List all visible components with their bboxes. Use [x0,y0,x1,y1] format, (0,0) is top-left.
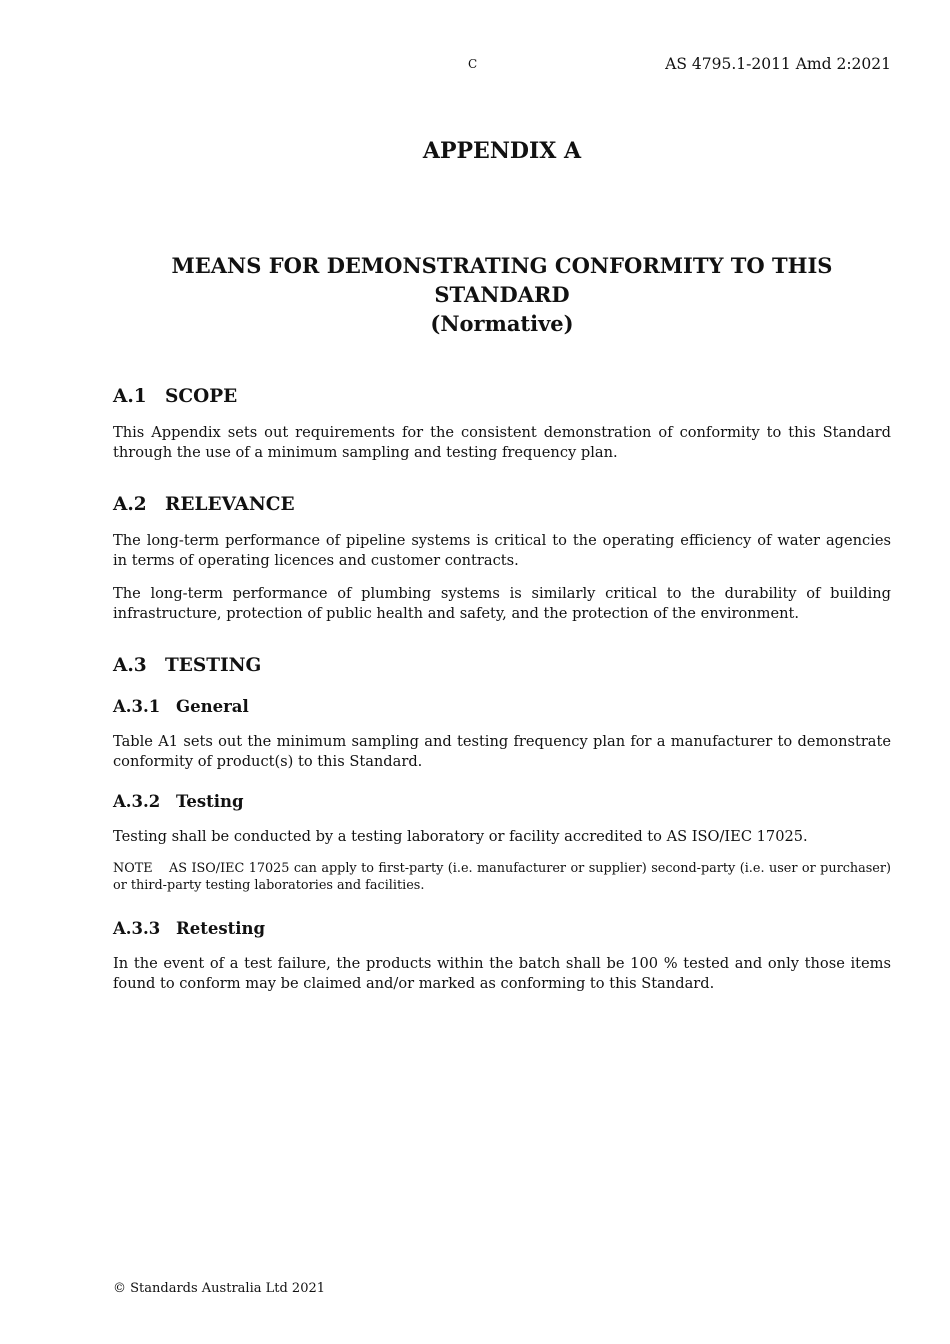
section-title: TESTING [165,655,262,676]
main-title-line2: (Normative) [430,311,574,336]
section-a3-3-heading [113,918,891,940]
subsection-number: A.3.2 [113,792,161,811]
section-number: A.2 [113,494,147,515]
section-a3 [113,654,891,678]
section-number: A.1 [113,386,147,407]
subsection-number: A.3.1 [113,697,161,716]
testing-note [113,860,891,895]
footer-copyright: © Standards Australia Ltd 2021 [113,1281,326,1296]
relevance-paragraph-1: The long-term performance of pipeline systems is critical to the operating efficiency of water agencies in terms of operating licences and customer contracts. [113,532,891,569]
section-a3-3 [113,918,891,993]
subsection-number: A.3.3 [113,919,161,938]
retesting-paragraph: In the event of a test failure, the products within the batch shall be 100 % tested and only those items found to conform may be claimed and/or marked as conforming to this Standard. [113,955,891,992]
relevance-paragraph-2: The long-term performance of plumbing systems is similarly critical to the durability of building infrastructure, protection of public health and safety, and the protection of the environment. [113,585,891,622]
main-title-line1: MEANS FOR DEMONSTRATING CONFORMITY TO THIS STANDARD [171,253,833,307]
section-a1-heading [113,385,891,409]
section-title: SCOPE [165,386,238,407]
subsection-title: Retesting [176,919,266,938]
general-paragraph: Table A1 sets out the minimum sampling and testing frequency plan for a manufacturer to demonstrate conformity of product(s) to this Standard. [113,733,891,770]
document-id: AS 4795.1-2011 Amd 2:2021 [665,55,891,73]
section-a1 [113,385,891,462]
note-label: NOTE [113,860,153,876]
section-a2-heading [113,493,891,517]
section-title: RELEVANCE [165,494,295,515]
section-a3-heading [113,654,891,678]
section-a3-1 [113,696,891,771]
main-title [113,251,891,338]
header-mark: C [468,57,478,71]
section-a3-1-heading [113,696,891,718]
section-a3-2 [113,791,891,895]
appendix-title: APPENDIX A [422,138,582,164]
note-text: AS ISO/IEC 17025 can apply to first-party (i.e. manufacturer or supplier) second-party (i.e. user or purchaser) or third-party testing laboratories and facilities. [113,860,891,893]
subsection-title: General [176,697,249,716]
section-a2 [113,493,891,623]
testing-paragraph: Testing shall be conducted by a testing laboratory or facility accredited to AS ISO/IEC 17025. [113,828,808,845]
section-number: A.3 [113,655,147,676]
section-a3-2-heading [113,791,891,813]
subsection-title: Testing [176,792,244,811]
scope-paragraph: This Appendix sets out requirements for the consistent demonstration of conformity to this Standard through the use of a minimum sampling and testing frequency plan. [113,424,891,461]
